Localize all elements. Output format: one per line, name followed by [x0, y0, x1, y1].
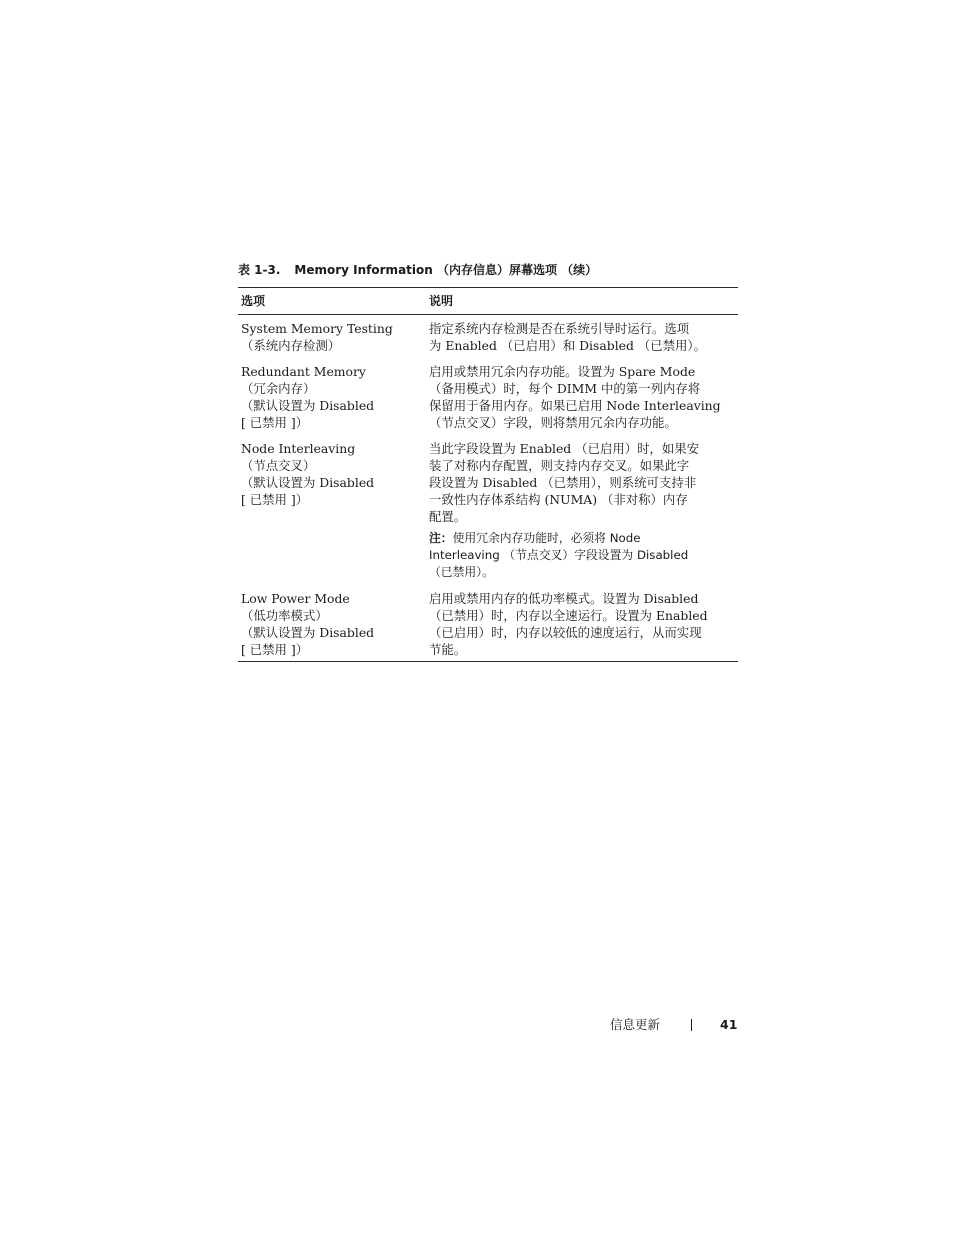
column-header-description: 说明: [426, 288, 738, 315]
option-cell: [238, 315, 426, 361]
option-cell: [238, 360, 426, 437]
description-cell: [426, 360, 738, 437]
note-line: Interleaving （节点交叉）字段设置为 Disabled: [429, 548, 689, 562]
description-line: （已禁用）时，内存以全速运行。设置为 Enabled: [429, 608, 708, 623]
table-row: [238, 360, 738, 437]
option-line: Redundant Memory: [241, 364, 366, 379]
description-line: （备用模式）时，每个 DIMM 中的第一列内存将: [429, 381, 701, 396]
table-header-row: [238, 288, 738, 315]
description-line: 启用或禁用冗余内存功能。设置为 Spare Mode: [429, 364, 696, 379]
option-line: （默认设置为 Disabled: [241, 475, 375, 490]
option-line: （默认设置为 Disabled: [241, 398, 375, 413]
description-line: 启用或禁用内存的低功率模式。设置为 Disabled: [429, 591, 699, 606]
option-line: Low Power Mode: [241, 591, 350, 606]
table-caption: [238, 262, 738, 278]
note-line: （已禁用）。: [429, 565, 494, 579]
option-line: [ 已禁用 ]）: [241, 415, 309, 430]
column-header-option: 选项: [238, 288, 426, 315]
table-caption-title: Memory Information （内存信息）屏幕选项 （续）: [294, 263, 598, 277]
table-row: [238, 437, 738, 587]
table-row: [238, 587, 738, 662]
memory-options-table: [238, 287, 738, 662]
description-cell: [426, 437, 738, 587]
option-line: （默认设置为 Disabled: [241, 625, 375, 640]
page-number: 41: [720, 1017, 738, 1032]
description-line: 配置。: [429, 509, 467, 524]
description-cell: [426, 315, 738, 361]
option-line: [ 已禁用 ]）: [241, 492, 309, 507]
note-text: 使用冗余内存功能时，必须将 Node: [452, 531, 641, 545]
option-line: System Memory Testing: [241, 321, 393, 336]
option-cell: [238, 587, 426, 662]
option-line: （节点交叉）: [241, 458, 316, 473]
description-line: 节能。: [429, 642, 467, 657]
description-line: 指定系统内存检测是否在系统引导时运行。选项: [429, 321, 690, 336]
description-cell: [426, 587, 738, 662]
option-line: （系统内存检测）: [241, 338, 341, 353]
option-line: （低功率模式）: [241, 608, 328, 623]
description-line: 段设置为 Disabled （已禁用），则系统可支持非: [429, 475, 697, 490]
option-cell: [238, 437, 426, 587]
description-line: 为 Enabled （已启用）和 Disabled （已禁用）。: [429, 338, 707, 353]
note-label: 注：: [429, 531, 453, 545]
option-line: （冗余内存）: [241, 381, 316, 396]
footer-divider: [691, 1019, 692, 1031]
description-line: 保留用于备用内存。如果已启用 Node Interleaving: [429, 398, 721, 413]
option-line: [ 已禁用 ]）: [241, 642, 309, 657]
description-line: 装了对称内存配置，则支持内存交叉。如果此字: [429, 458, 690, 473]
description-line: （节点交叉）字段，则将禁用冗余内存功能。: [429, 415, 677, 430]
note-line: [429, 530, 735, 547]
description-line: （已启用）时，内存以较低的速度运行，从而实现: [429, 625, 702, 640]
description-line: 一致性内存体系结构 (NUMA) （非对称）内存: [429, 492, 688, 507]
option-line: Node Interleaving: [241, 441, 356, 456]
table-row: [238, 315, 738, 361]
table-caption-number: 表 1-3.: [238, 263, 281, 277]
description-line: 当此字段设置为 Enabled （已启用）时，如果安: [429, 441, 700, 456]
footer-section-title: 信息更新: [610, 1017, 661, 1032]
note-block: [429, 530, 735, 581]
